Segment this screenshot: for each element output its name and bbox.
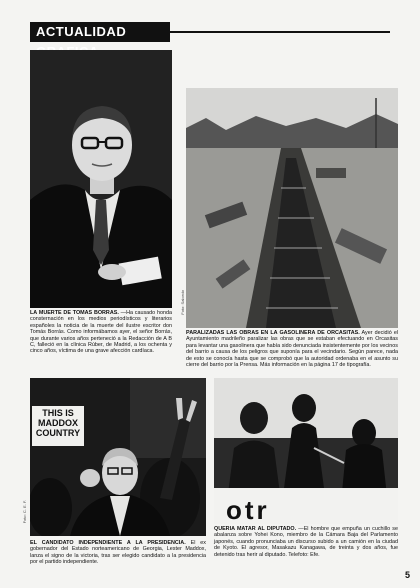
caption-diputado <box>214 526 398 558</box>
caption-body: —Ha causado honda consternación en los medios periodísticos y literarios españoles la noticia de la muerte del ilustre escritor don Tomás Borrás. Como informábamos ayer, el señor Borrás, que durante varios años perteneció a la Redacción de A B C, falleció en la clínica Rúber, de Madrid, a los ochenta y cinco años, víctima de una grave afección cardíaca. <box>30 310 173 355</box>
caption-headline: EL CANDIDATO INDEPENDIENTE A LA PRESIDENCIA. <box>30 540 186 546</box>
sign-line: COUNTRY <box>35 428 81 438</box>
photo-lester-maddox <box>30 378 206 536</box>
photo-tomas-borras <box>30 50 172 308</box>
caption-body: El ex gobernador del Estado norteamericano de Georgia, Lester Maddox, lanza el signo de la victoria, tras ser elegido candidato a la presidencia por el partido independiente. <box>30 540 206 566</box>
caption-gasolinera <box>186 330 398 368</box>
caption-headline: PARALIZADAS LAS OBRAS EN LA GASOLINERA DE ORCASITAS. <box>186 330 360 336</box>
caption-headline: QUERIA MATAR AL DIPUTADO. <box>214 526 297 532</box>
sign-line: THIS IS <box>42 408 74 418</box>
caption-headline: LA MUERTE DE TOMAS BORRAS. <box>30 310 119 316</box>
caption-tomas-borras <box>30 310 172 355</box>
caption-candidato <box>30 540 206 566</box>
photo-credit-salcedo: Foto: Salcedo <box>180 290 185 315</box>
page-number: 5 <box>404 570 410 580</box>
header-rule <box>170 31 390 33</box>
banner-fragment: otr <box>226 495 270 525</box>
photo-gasolinera-orcasitas <box>186 88 398 328</box>
section-title: ACTUALIDAD <box>30 22 170 42</box>
sign-maddox-country <box>33 408 83 438</box>
caption-body: —El hombre que empuña un cuchillo se abalanza sobre Yohei Kono, miembro de la Cámara Baja del Parlamento japonés, cuando pronunciaba un discurso subido a un camión en la ciudad de Kyoto. El agresor, Masakazu Kanagawa, de treinta y dos años, fue detenido tras herir al diputado. Telefoto: Efe. <box>214 526 398 558</box>
caption-body: Ayer decidió el Ayuntamiento madrileño paralizar las obras que se estaban efectuando en Orcasitas para levantar una gasolinera que había sido denunciada insistentemente por los vecinos del barrio a causa de los peligros que suponía para el vecindario. Según parece, nada de esto se conocía hasta que se comprobó que la autoridad ordenaba en el asunto su cierre del barrio por la Prensa. Más información en la página 17 de tipografía. <box>186 330 399 369</box>
photo-credit-cef: Foto: C. E. F. <box>22 500 27 524</box>
sign-line: MADDOX <box>38 418 78 428</box>
